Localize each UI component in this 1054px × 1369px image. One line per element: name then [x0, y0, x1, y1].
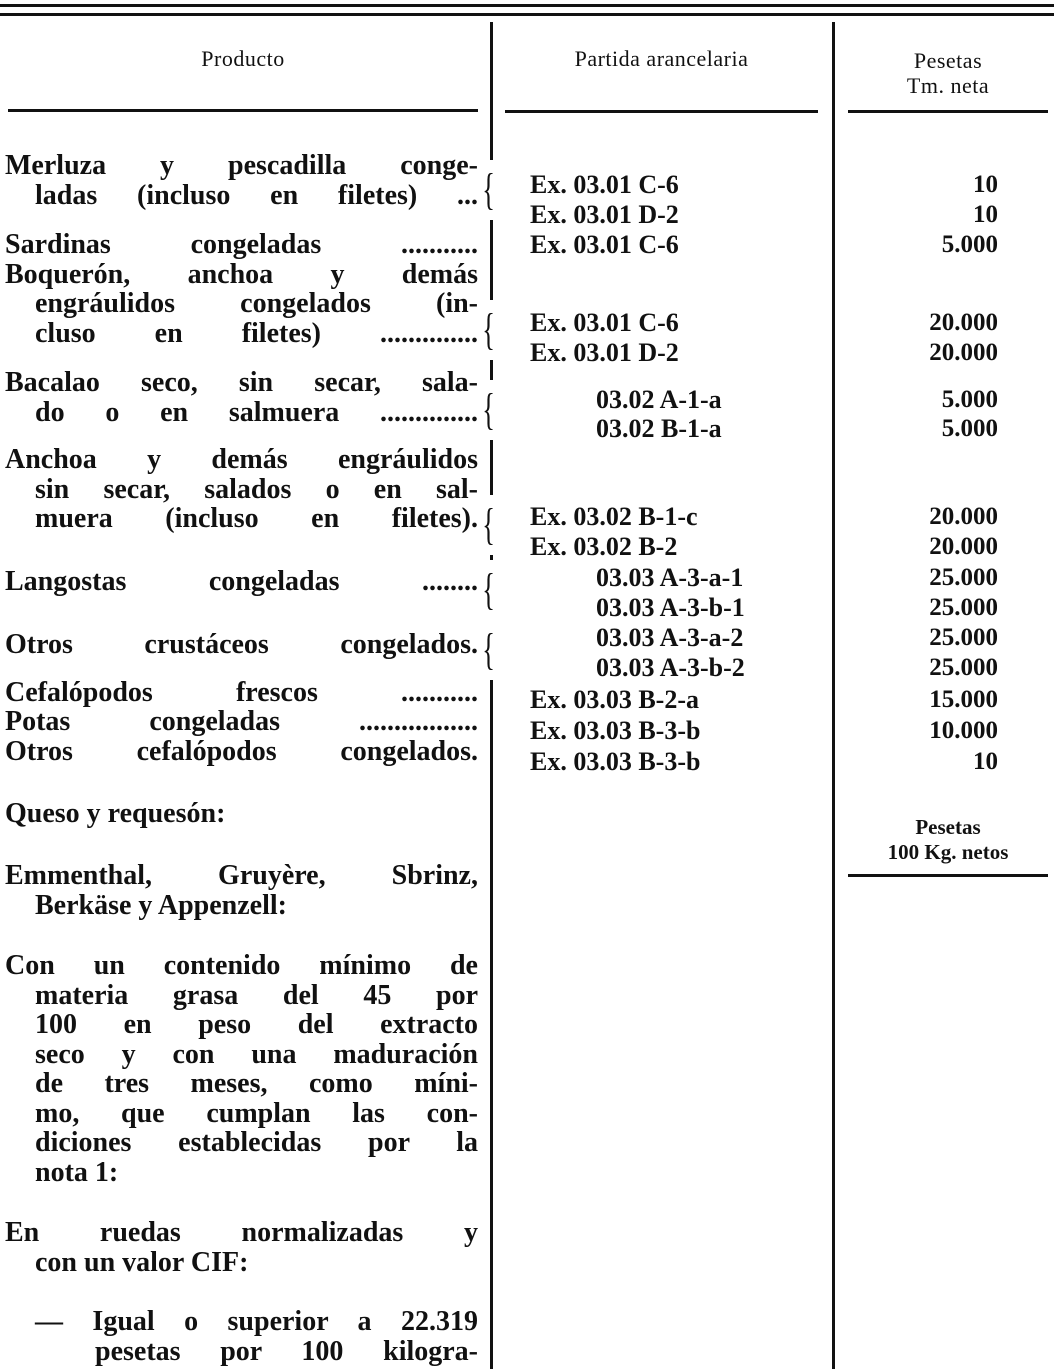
tariff-code: Ex. 03.01 C-6: [530, 170, 679, 199]
product-line: Langostas congeladas ........: [5, 566, 478, 597]
tariff-code: 03.03 A-3-b-2: [596, 653, 745, 682]
price-value: 25.000: [929, 594, 998, 621]
price-value: 15.000: [929, 686, 998, 713]
product-line: Boquerón, anchoa y demás: [5, 259, 478, 290]
product-line: — Igual o superior a 22.319: [35, 1306, 478, 1337]
price-value: 5.000: [941, 386, 998, 413]
product-line: seco y con una maduración: [35, 1039, 478, 1070]
column-divider-2: [832, 22, 835, 1369]
price-value: 10.000: [929, 717, 998, 744]
product-line: materia grasa del 45 por: [35, 980, 478, 1011]
product-line: Queso y requesón:: [5, 798, 226, 829]
price-value: 10: [973, 748, 998, 775]
product-line: de tres meses, como míni-: [35, 1068, 478, 1099]
product-line: sin secar, salados o en sal-: [35, 474, 478, 505]
header-price-line2: Tm. neta: [906, 73, 990, 98]
product-line: 100 en peso del extracto: [35, 1009, 478, 1040]
header-rule-product: [8, 109, 478, 112]
cheese-unit-rule: [848, 874, 1048, 877]
product-line: mo, que cumplan las con-: [35, 1098, 478, 1129]
price-value: 20.000: [929, 309, 998, 336]
column-divider-1: [490, 22, 493, 1369]
brace-icon: {: [482, 560, 495, 620]
top-rule-2: [0, 13, 1054, 16]
product-line: Berkäse y Appenzell:: [35, 890, 287, 921]
product-line: Merluza y pescadilla conge-: [5, 150, 478, 181]
price-value: 10: [973, 201, 998, 228]
brace-icon: {: [482, 160, 495, 220]
product-line: con un valor CIF:: [35, 1247, 249, 1278]
tariff-code: Ex. 03.03 B-3-b: [530, 716, 701, 745]
price-value: 25.000: [929, 654, 998, 681]
tariff-code: 03.02 B-1-a: [596, 414, 722, 443]
tariff-code: Ex. 03.02 B-2: [530, 532, 678, 561]
header-tariff: Partida arancelaria: [574, 46, 749, 71]
price-value: 20.000: [929, 339, 998, 366]
brace-icon: {: [482, 495, 495, 555]
product-line: engráulidos congelados (in-: [35, 288, 478, 319]
brace-icon: {: [482, 620, 495, 680]
tariff-code: Ex. 03.03 B-3-b: [530, 747, 701, 776]
tariff-code: Ex. 03.02 B-1-c: [530, 502, 698, 531]
cheese-unit-line2: 100 Kg. netos: [887, 840, 1009, 864]
product-line: Anchoa y demás engráulidos: [5, 444, 478, 475]
product-line: Sardinas congeladas ...........: [5, 229, 478, 260]
product-line: nota 1:: [35, 1157, 119, 1188]
product-line: do o en salmuera ..............: [35, 397, 478, 428]
tariff-code: 03.03 A-3-b-1: [596, 593, 745, 622]
cheese-unit-line1: Pesetas: [915, 815, 981, 839]
price-value: 20.000: [929, 533, 998, 560]
tariff-code: Ex. 03.03 B-2-a: [530, 685, 699, 714]
tariff-code: 03.03 A-3-a-2: [596, 623, 744, 652]
header-product: Producto: [201, 46, 285, 71]
tariff-code: Ex. 03.01 C-6: [530, 308, 679, 337]
brace-icon: {: [482, 380, 495, 440]
product-line: pesetas por 100 kilogra-: [95, 1336, 478, 1367]
product-line: Otros crustáceos congelados.: [5, 629, 478, 660]
product-line: cluso en filetes) ..............: [35, 318, 478, 349]
price-value: 20.000: [929, 503, 998, 530]
tariff-code: 03.03 A-3-a-1: [596, 563, 744, 592]
product-line: diciones establecidas por la: [35, 1127, 478, 1158]
product-line: Cefalópodos frescos ...........: [5, 677, 478, 708]
tariff-code: Ex. 03.01 C-6: [530, 230, 679, 259]
header-price-line1: Pesetas: [913, 48, 983, 73]
product-line: muera (incluso en filetes).: [35, 503, 478, 534]
product-line: Potas congeladas .................: [5, 706, 478, 737]
tariff-code: 03.02 A-1-a: [596, 385, 722, 414]
product-line: Bacalao seco, sin secar, sala-: [5, 367, 478, 398]
price-value: 25.000: [929, 564, 998, 591]
product-line: En ruedas normalizadas y: [5, 1217, 478, 1248]
product-line: Emmenthal, Gruyère, Sbrinz,: [5, 860, 478, 891]
product-line: Otros cefalópodos congelados.: [5, 736, 478, 767]
top-rule-1: [0, 4, 1054, 7]
price-value: 5.000: [941, 415, 998, 442]
tariff-code: Ex. 03.01 D-2: [530, 338, 679, 367]
price-value: 10: [973, 171, 998, 198]
price-value: 25.000: [929, 624, 998, 651]
brace-icon: {: [482, 300, 495, 360]
product-line: ladas (incluso en filetes) ...: [35, 180, 478, 211]
header-rule-price: [848, 110, 1048, 113]
header-rule-tariff: [505, 110, 818, 113]
tariff-code: Ex. 03.01 D-2: [530, 200, 679, 229]
price-value: 5.000: [941, 231, 998, 258]
product-line: Con un contenido mínimo de: [5, 950, 478, 981]
